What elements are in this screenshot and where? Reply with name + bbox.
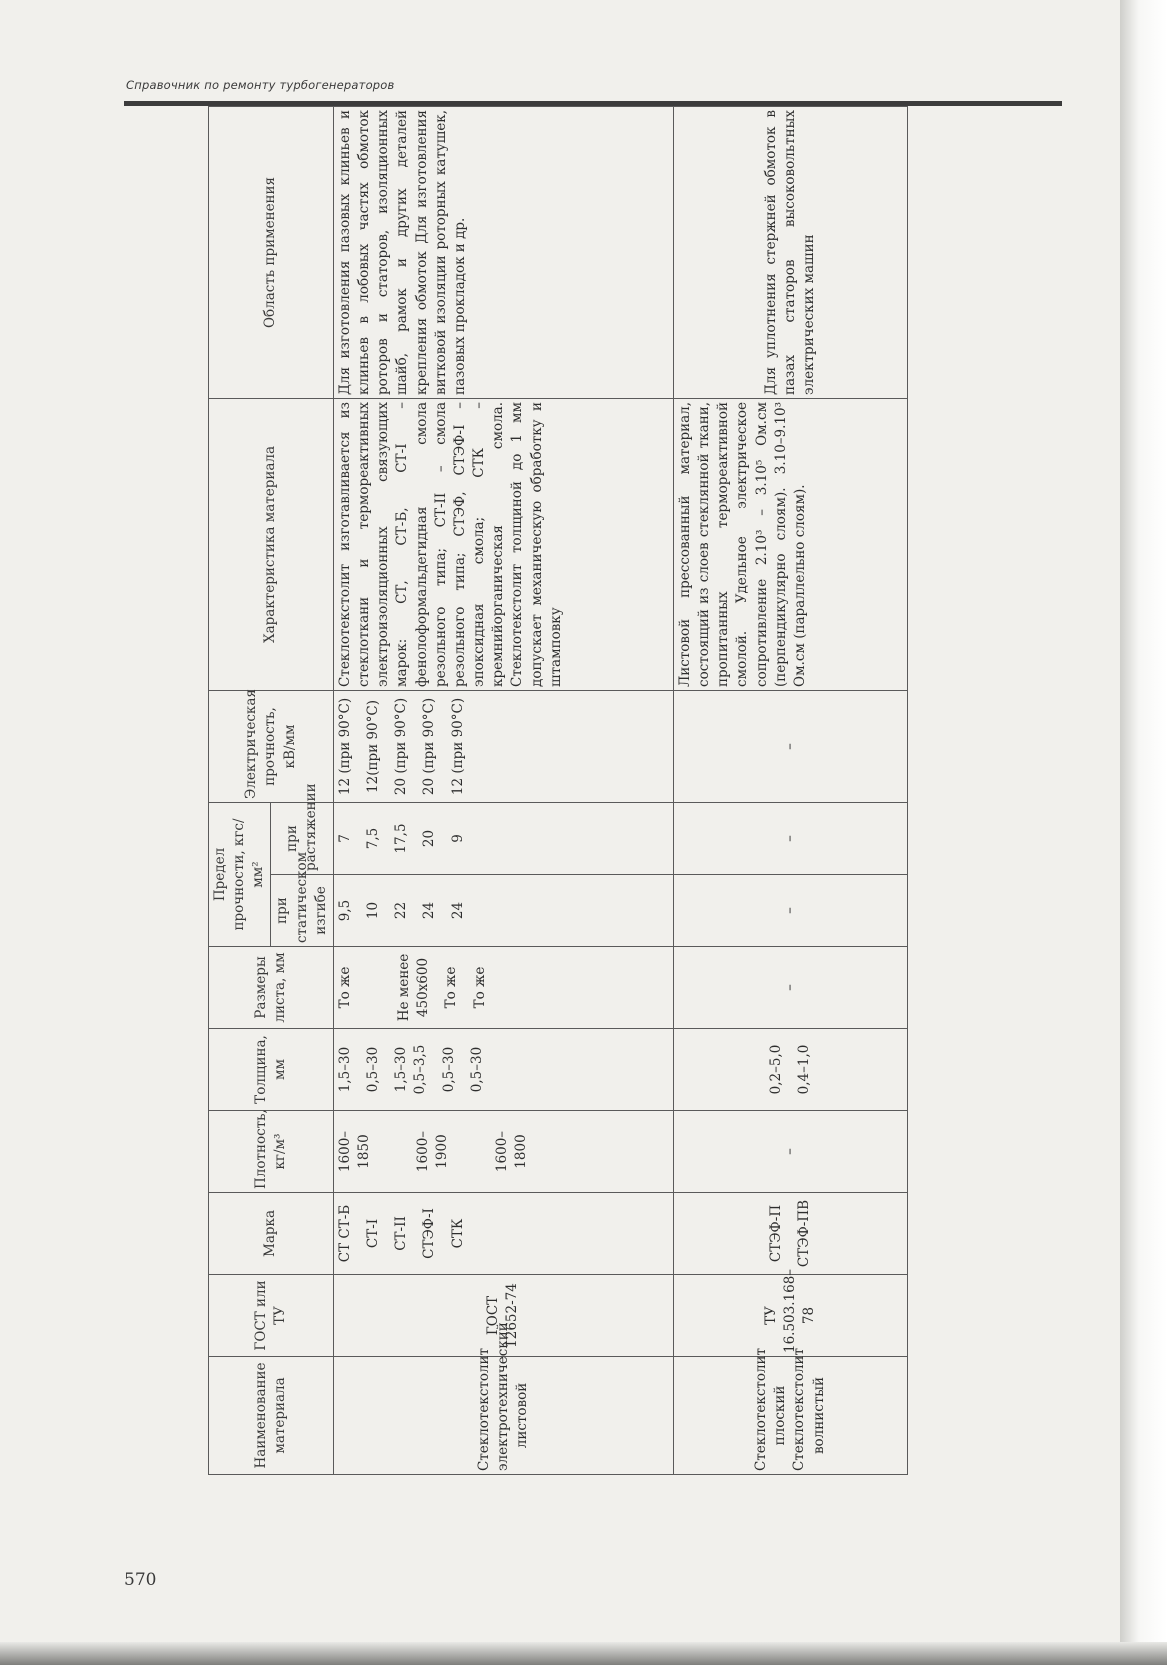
thickness-value: 0,5–30	[365, 1046, 382, 1093]
grade-st-1: СТ-I	[365, 1218, 382, 1249]
bending-value: 22	[393, 901, 410, 920]
cell-application	[673, 106, 907, 398]
el-strength-value: 20 (при 90°С)	[393, 697, 410, 796]
tension-value: 20	[421, 829, 438, 848]
tu-number: ТУ 16.503.168–78	[762, 1268, 818, 1353]
cell-application	[333, 106, 673, 398]
el-strength-value: –	[781, 743, 798, 750]
rotated-table-container	[208, 109, 908, 1475]
col-header-name: Наименование материала	[209, 1357, 334, 1475]
tension-value: 17,5	[393, 823, 410, 854]
col-header-el-strength: Электрическая прочность, кВ/мм	[209, 690, 334, 802]
grade-stk: СТК	[449, 1218, 466, 1249]
cell-name	[333, 1322, 673, 1475]
material-name: Стеклотекстолит волнистый	[791, 1347, 827, 1471]
col-header-characteristic: Характеристика материала	[209, 398, 334, 690]
size-value: Не менее 450х600	[396, 953, 432, 1022]
density-value: 1600–1800	[493, 1130, 529, 1173]
cell-densities	[333, 1111, 673, 1193]
bending-value: 24	[421, 901, 438, 920]
cell-density	[673, 1111, 907, 1193]
col-header-tension: при растяжении	[271, 802, 333, 874]
size-value: –	[781, 984, 798, 991]
cell-grades	[673, 1193, 907, 1275]
cell-tension	[673, 802, 907, 874]
thickness-value: 0,5–30	[468, 1046, 485, 1093]
table-row-fiberglass-flat-wavy	[673, 106, 907, 1474]
el-strength-value: 12 (при 90°С)	[449, 697, 466, 796]
col-header-thickness: Толщина, мм	[209, 1029, 334, 1111]
tension-value: 9	[449, 834, 466, 843]
col-header-size: Размеры листа, мм	[209, 947, 334, 1029]
grade-stef-p: СТЭФ-П	[767, 1204, 784, 1263]
thickness-value: 0,4–1,0	[795, 1044, 812, 1095]
cell-grades	[333, 1193, 673, 1275]
grade-st-stb: СТ СТ-Б	[336, 1204, 353, 1263]
density-value: 1600–1850	[336, 1130, 373, 1173]
characteristic-text: Листовой прессованный материал, состоящий из слоев стеклянной ткани, пропитанных термореактивной смолой. Удельное электрическое сопротивление 2.10³ – 3.10⁵ Ом.см (перпендикулярно слоям). 3.10–9.10³ Ом.см (параллельно слоям).	[676, 401, 808, 687]
grade-stef-pv: СТЭФ-ПВ	[795, 1199, 812, 1268]
materials-table	[208, 106, 908, 1475]
tension-value: 7,5	[365, 827, 382, 850]
density-value: 1600–1900	[415, 1130, 451, 1173]
grade-stef-1: СТЭФ-I	[421, 1208, 438, 1259]
tension-value: 7	[336, 834, 353, 843]
bending-value: –	[781, 907, 798, 914]
cell-characteristic	[673, 398, 907, 690]
cell-name	[673, 1347, 907, 1475]
scan-bottom-edge	[0, 1642, 1167, 1665]
el-strength-value: 12(при 90°С)	[365, 700, 382, 793]
application-text: Для изготовления пазовых клиньев и клиньев в лобовых частях обмоток роторов и статоров, изоляционных шайб, рамок и других деталей крепления обмоток Для изготовления витковой изоляции роторных катушек, пазовых прокладок и др.	[336, 109, 468, 395]
size-value: То же	[336, 966, 353, 1009]
bending-value: 24	[449, 901, 466, 920]
page-number: 570	[124, 1570, 157, 1590]
cell-thicknesses	[673, 1029, 907, 1111]
cell-gost	[333, 1275, 673, 1357]
gost-number: ГОСТ 12652-74	[485, 1283, 521, 1348]
cell-sizes	[333, 947, 673, 1029]
cell-size	[673, 947, 907, 1029]
col-header-static-bending: при статическом изгибе	[271, 875, 333, 947]
bending-value: 10	[365, 901, 382, 920]
col-header-density: Плотность, кг/м³	[209, 1111, 334, 1193]
bending-value: 9,5	[336, 899, 353, 922]
cell-characteristic	[333, 398, 673, 690]
running-head: Справочник по ремонту турбогенераторов	[126, 78, 395, 92]
size-value: То же	[443, 966, 460, 1009]
header-row-1	[209, 106, 271, 1474]
el-strength-value: 12 (при 90°С)	[336, 697, 353, 796]
characteristic-text: Стеклотекстолит изготавливается из стеклоткани и термореактивных электроизоляционных связующих марок: СТ, СТ-Б, СТ-I – фенолоформальдегидная смола резольного типа; СТ-II – смола резольного типа; СТЭФ, СТЭФ-I – эпоксидная смола; СТК – кремнийорганическая смола. Стеклотекстолит толщиной до 1 мм допускает механическую обработку и штамповку	[336, 401, 564, 687]
cell-tension	[333, 802, 673, 874]
table-row-fiberglass-sheet	[333, 106, 673, 1474]
thickness-value: 0,2–5,0	[767, 1044, 784, 1095]
material-name: Стеклотекстолит электротехнический листовой	[475, 1322, 531, 1471]
tension-value: –	[781, 835, 798, 842]
size-value: То же	[471, 966, 488, 1009]
density-value: –	[781, 1148, 798, 1155]
application-text: Для уплотнения стержней обмоток в пазах статоров высоковольтных электрических машин	[762, 109, 818, 395]
cell-gost	[673, 1268, 907, 1357]
cell-static-bending	[673, 875, 907, 947]
el-strength-value: 20 (при 90°С)	[421, 697, 438, 796]
thickness-value: 1,5–30 0,5–3,5	[393, 1044, 429, 1095]
material-name: Стеклотекстолит плоский	[753, 1347, 789, 1471]
page-right-margin	[1120, 0, 1167, 1665]
thickness-value: 1,5–30	[336, 1046, 353, 1093]
cell-thicknesses	[333, 1029, 673, 1111]
cell-static-bending	[333, 875, 673, 947]
col-header-application: Область применения	[209, 106, 334, 398]
thickness-value: 0,5–30	[440, 1046, 457, 1093]
cell-el-strength	[673, 690, 907, 802]
grade-st-2: СТ-II	[393, 1216, 410, 1251]
col-header-strength-group: Предел прочности, кгс/мм²	[209, 802, 271, 946]
col-header-gost: ГОСТ или ТУ	[209, 1275, 334, 1357]
col-header-grade: Марка	[209, 1193, 334, 1275]
cell-el-strength	[333, 690, 673, 802]
